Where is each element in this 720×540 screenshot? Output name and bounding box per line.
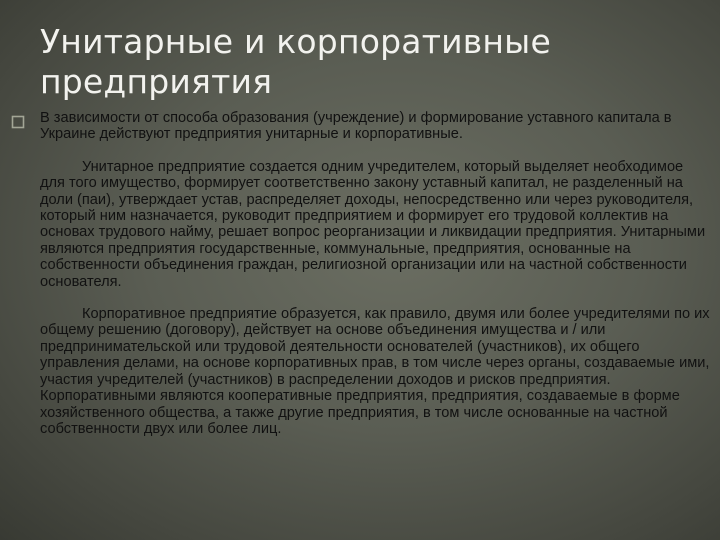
intro-paragraph: В зависимости от способа образования (учреждение) и формирование уставного капитала в Украине действуют предприятия унитарные и корпоративные. (40, 110, 672, 143)
corporate-paragraph: Корпоративное предприятие образуется, как правило, двумя или более учредителями по их общему решению (договору), действует на основе объединения имущества и / или предпринимательской или трудовой деятельности основателей (участников), их общего управления делами, на основе корпоративных прав, в том числе через органы, создаваемые ими, участия учредителей (участников) в распределении доходов и рисков предприятия. Корпоративными являются кооперативные предприятия, предприятия, создаваемые в форме хозяйственного общества, а также другие предприятия, в том числе основанные на частной собственности двух или более лиц. (40, 306, 710, 437)
hollow-square-bullet-icon (11, 115, 25, 129)
slide-body (40, 110, 712, 453)
unitary-paragraph: Унитарное предприятие создается одним учредителем, который выделяет необходимое для того имущество, формирует соответственно закону уставный капитал, не разделенный на доли (паи), утверждает устав, распределяет доходы, непосредственно или через руководителя, который ним назначается, руководит предприятием и формирует его трудовой коллектив на основах трудового найму, решает вопрос реорганизации и ликвидации предприятия. Унитарными являются предприятия государственные, коммунальные, предприятия, основанные на собственности объединения граждан, религиозной организации или на частной собственности основателя. (40, 158, 706, 290)
slide-title: Унитарные и корпоративные предприятия (40, 22, 551, 101)
